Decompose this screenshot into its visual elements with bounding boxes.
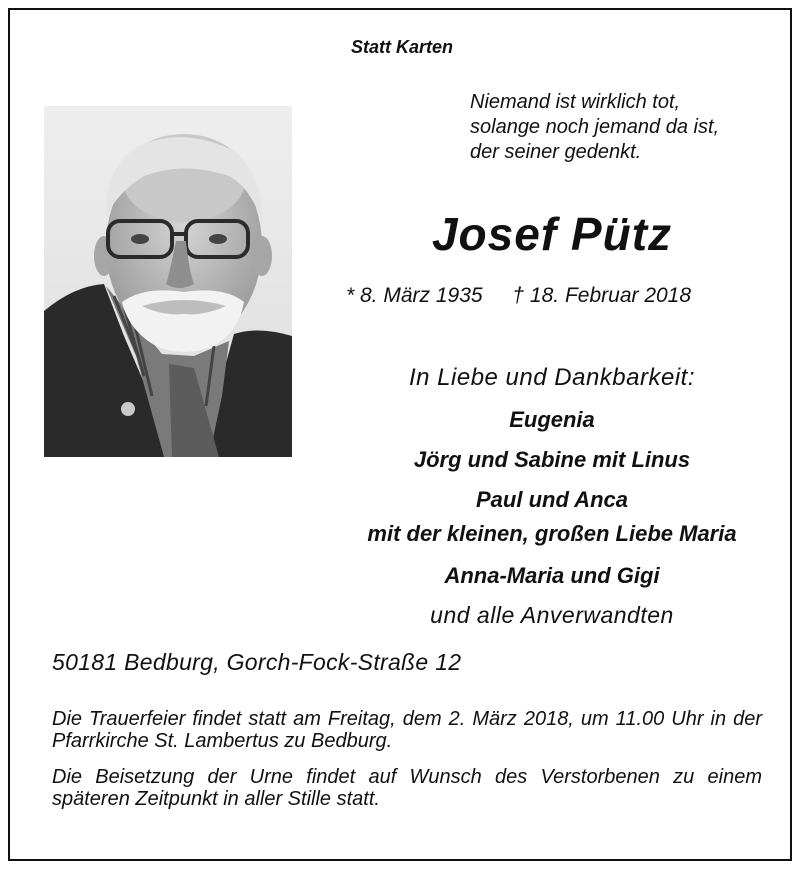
mourner-name: Jörg und Sabine mit Linus	[413, 447, 691, 472]
funeral-service-note: Die Trauerfeier findet statt am Freitag, dem 2. März 2018, um 11.00 Uhr in der Pfarrkirche St. Lambertus zu Bedburg.	[52, 708, 762, 752]
portrait-photo	[44, 106, 292, 457]
quote-line: solange noch jemand da ist,	[470, 116, 720, 138]
mourner-name: Eugenia	[509, 407, 595, 432]
quote-line: Niemand ist wirklich tot,	[470, 91, 681, 113]
mourners-intro: In Liebe und Dankbarkeit:	[408, 364, 695, 391]
death-date: † 18. Februar 2018	[512, 284, 692, 307]
memorial-quote	[470, 90, 790, 165]
portrait-photo-icon	[44, 106, 292, 457]
deceased-name: Josef Pütz	[431, 208, 673, 260]
mourner-name: mit der kleinen, großen Liebe Maria	[367, 521, 737, 546]
mourner-name: Anna-Maria und Gigi	[444, 563, 660, 588]
urn-burial-note: Die Beisetzung der Urne findet auf Wunsch des Verstorbenen zu einem späteren Zeitpunkt in aller Stille statt.	[52, 766, 762, 810]
family-address: 50181 Bedburg, Gorch-Fock-Straße 12	[52, 649, 462, 675]
relatives-line: und alle Anverwandten	[430, 602, 674, 628]
birth-date: * 8. März 1935	[346, 284, 483, 307]
statt-karten-heading: Statt Karten	[350, 37, 453, 57]
obituary-card	[8, 8, 792, 861]
quote-line: der seiner gedenkt.	[470, 141, 642, 163]
life-dates	[346, 284, 691, 308]
mourner-name: Paul und Anca	[476, 487, 628, 512]
